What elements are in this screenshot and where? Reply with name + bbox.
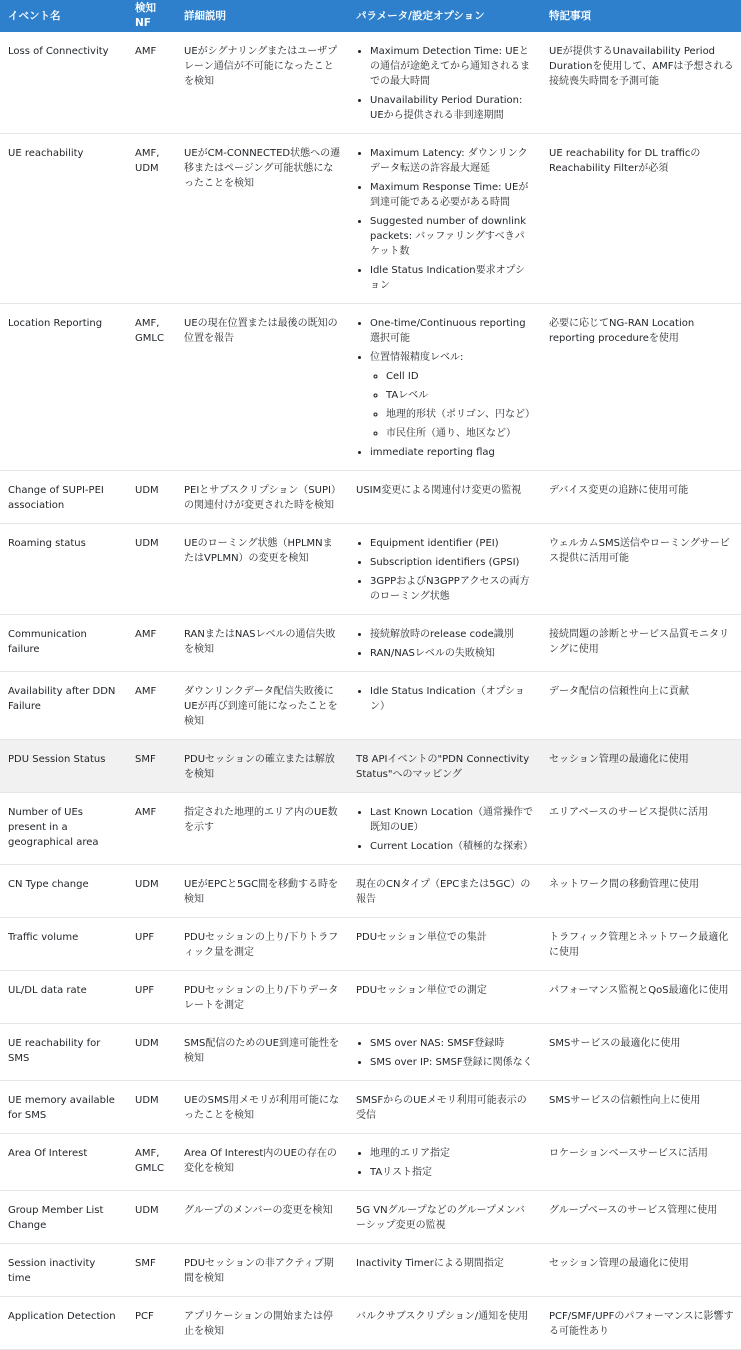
detection-nf-cell: AMF [127,615,176,672]
notes-cell: セッション管理の最適化に使用 [541,740,741,793]
parameter-text: Subscription identifiers (GPSI) [370,557,520,568]
parameters-cell [348,793,541,865]
description-cell: UEがEPCと5GC間を移動する時を検知 [176,865,348,918]
detection-nf-cell: PCF [127,1297,176,1350]
parameter-item [370,555,534,570]
parameter-item [370,445,534,460]
notes-cell: セッション管理の最適化に使用 [541,1244,741,1297]
parameter-text: Unavailability Period Duration: UEから提供される非到達期間 [370,95,523,121]
notes-cell: ウェルカムSMS送信やローミングサービス提供に活用可能 [541,524,741,615]
description-cell: UEのローミング状態（HPLMNまたはVPLMN）の変更を検知 [176,524,348,615]
parameter-list [356,316,534,460]
parameter-item [370,805,534,835]
notes-cell: UEが提供するUnavailability Period Durationを使用して、AMFは予想される接続喪失時間を予測可能 [541,32,741,134]
parameter-item [370,1036,534,1051]
description-cell: UEのSMS用メモリが利用可能になったことを検知 [176,1081,348,1134]
parameters-cell [348,32,541,134]
parameter-list [356,805,534,854]
table-header [0,0,741,32]
header-row [0,0,741,32]
detection-nf-cell: UDM [127,1191,176,1244]
parameter-item [370,263,534,293]
parameter-item [370,44,534,89]
parameter-text: 位置情報精度レベル: [370,352,464,363]
description-cell: SMS配信のためのUE到達可能性を検知 [176,1024,348,1081]
description-cell: PDUセッションの上り/下りトラフィック量を測定 [176,918,348,971]
event-name-cell: Number of UEs present in a geographical area [0,793,127,865]
parameter-text: 3GPPおよびN3GPPアクセスの両方のローミング状態 [370,576,530,602]
sub-parameter-item: ◦ Cell ID [386,369,534,384]
parameter-list [356,44,534,123]
parameter-text: SMS over IP: SMSF登録に関係なく [370,1057,533,1068]
event-name-cell: Group Member List Change [0,1191,127,1244]
description-cell: RANまたはNASレベルの通信失敗を検知 [176,615,348,672]
parameter-list [356,1146,534,1180]
table-row [0,672,741,740]
notes-cell: ロケーションベースサービスに活用 [541,1134,741,1191]
parameter-text: Suggested number of downlink packets: バッファリングすべきパケット数 [370,216,527,257]
parameter-text: SMS over NAS: SMSF登録時 [370,1038,505,1049]
event-name-cell: Session inactivity time [0,1244,127,1297]
parameters-cell [348,672,541,740]
table-row [0,1191,741,1244]
detection-nf-cell: UDM [127,865,176,918]
parameter-item [370,536,534,551]
detection-nf-cell: AMF, GMLC [127,304,176,471]
notes-cell: トラフィック管理とネットワーク最適化に使用 [541,918,741,971]
parameter-text: Equipment identifier (PEI) [370,538,499,549]
description-cell: PDUセッションの非アクティブ期間を検知 [176,1244,348,1297]
parameters-cell: 5G VNグループなどのグループメンバーシップ変更の監視 [348,1191,541,1244]
parameter-item [370,316,534,346]
parameter-text: Idle Status Indication要求オプション [370,265,525,291]
parameter-text: 地理的エリア指定 [370,1148,450,1159]
parameter-item [370,1055,534,1070]
detection-nf-cell: UDM [127,524,176,615]
event-name-cell: UE reachability for SMS [0,1024,127,1081]
notes-cell: SMSサービスの最適化に使用 [541,1024,741,1081]
detection-nf-cell: AMF [127,672,176,740]
table-row [0,793,741,865]
notes-cell: 必要に応じてNG-RAN Location reporting procedureを使用 [541,304,741,471]
parameter-item [370,627,534,642]
parameter-item [370,1165,534,1180]
description-cell: PEIとサブスクリプション（SUPI）の関連付けが変更された時を検知 [176,471,348,524]
sub-parameter-item: ◦ 地理的形状（ポリゴン、円など） [386,407,534,422]
parameter-item [370,839,534,854]
description-cell: UEの現在位置または最後の既知の位置を報告 [176,304,348,471]
parameter-text: immediate reporting flag [370,447,495,458]
event-name-cell: CN Type change [0,865,127,918]
notes-cell: PCF/SMF/UPFのパフォーマンスに影響する可能性あり [541,1297,741,1350]
parameter-item [370,214,534,259]
event-name-cell: Application Detection [0,1297,127,1350]
parameter-text: Idle Status Indication（オプション） [370,686,525,712]
detection-nf-cell: UDM [127,471,176,524]
parameter-text: One-time/Continuous reporting選択可能 [370,318,526,344]
description-cell: PDUセッションの確立または解放を検知 [176,740,348,793]
description-cell: ダウンリンクデータ配信失敗後にUEが再び到達可能になったことを検知 [176,672,348,740]
event-name-cell: Availability after DDN Failure [0,672,127,740]
table-row [0,524,741,615]
parameter-text: Last Known Location（通常操作で既知のUE） [370,807,534,833]
header-notes: 特記事項 [541,0,741,32]
parameter-text: TAリスト指定 [370,1167,432,1178]
event-name-cell: Roaming status [0,524,127,615]
detection-nf-cell: UDM [127,1081,176,1134]
event-name-cell: Change of SUPI-PEI association [0,471,127,524]
parameters-cell: 現在のCNタイプ（EPCまたは5GC）の報告 [348,865,541,918]
detection-nf-cell: AMF [127,32,176,134]
table-row [0,134,741,304]
table-row [0,865,741,918]
table-row [0,1244,741,1297]
parameters-cell: SMSFからのUEメモリ利用可能表示の受信 [348,1081,541,1134]
description-cell: グループのメンバーの変更を検知 [176,1191,348,1244]
parameters-cell [348,304,541,471]
event-name-cell: UL/DL data rate [0,971,127,1024]
parameters-cell: USIM変更による関連付け変更の監視 [348,471,541,524]
parameters-cell [348,615,541,672]
table-row [0,740,741,793]
table-row [0,615,741,672]
notes-cell: デバイス変更の追跡に使用可能 [541,471,741,524]
parameter-item [370,350,534,441]
detection-nf-cell: UPF [127,918,176,971]
notes-cell: ネットワーク間の移動管理に使用 [541,865,741,918]
event-name-cell: PDU Session Status [0,740,127,793]
parameters-cell: PDUセッション単位での測定 [348,971,541,1024]
parameter-item [370,180,534,210]
detection-nf-cell: UPF [127,971,176,1024]
parameter-text: Current Location（積極的な探索） [370,841,534,852]
table-row [0,32,741,134]
parameters-cell: バルクサブスクリプション/通知を使用 [348,1297,541,1350]
notes-cell: SMSサービスの信頼性向上に使用 [541,1081,741,1134]
event-name-cell: Communication failure [0,615,127,672]
parameters-cell: PDUセッション単位での集計 [348,918,541,971]
parameter-text: 接続解放時のrelease code識別 [370,629,514,640]
event-name-cell: UE reachability [0,134,127,304]
table-row [0,918,741,971]
description-cell: UEがCM-CONNECTED状態への遷移またはページング可能状態になったことを検知 [176,134,348,304]
parameter-item [370,684,534,714]
event-name-cell: UE memory available for SMS [0,1081,127,1134]
detection-nf-cell: AMF, GMLC [127,1134,176,1191]
event-name-cell: Location Reporting [0,304,127,471]
notes-cell: データ配信の信頼性向上に貢献 [541,672,741,740]
detection-nf-cell: AMF [127,793,176,865]
sub-parameter-item: ◦ 市民住所（通り、地区など） [386,426,534,441]
parameter-text: Maximum Response Time: UEが到達可能である必要がある時間 [370,182,529,208]
parameter-item [370,146,534,176]
event-name-cell: Traffic volume [0,918,127,971]
parameter-text: Maximum Latency: ダウンリンクデータ転送の許容最大遅延 [370,148,528,174]
parameter-text: RAN/NASレベルの失敗検知 [370,648,495,659]
table-row [0,304,741,471]
parameter-item [370,1146,534,1161]
parameter-list [356,684,534,714]
parameters-cell [348,134,541,304]
table-row [0,971,741,1024]
event-name-cell: Area Of Interest [0,1134,127,1191]
parameter-list [356,536,534,604]
detection-nf-cell: SMF [127,1244,176,1297]
sub-parameter-list [370,369,534,441]
parameter-list [356,146,534,293]
parameter-list [356,627,534,661]
description-cell: アプリケーションの開始または停止を検知 [176,1297,348,1350]
parameters-cell: Inactivity Timerによる期間指定 [348,1244,541,1297]
header-description: 詳細説明 [176,0,348,32]
table-body [0,32,741,1350]
parameters-cell [348,1134,541,1191]
description-cell: UEがシグナリングまたはユーザプレーン通信が不可能になったことを検知 [176,32,348,134]
notes-cell: 接続問題の診断とサービス品質モニタリングに使用 [541,615,741,672]
header-parameters: パラメータ/設定オプション [348,0,541,32]
sub-parameter-item: ◦ TAレベル [386,388,534,403]
table-row [0,1297,741,1350]
table-row [0,1081,741,1134]
parameter-item [370,574,534,604]
table-row [0,471,741,524]
event-name-cell: Loss of Connectivity [0,32,127,134]
notes-cell: パフォーマンス監視とQoS最適化に使用 [541,971,741,1024]
parameter-item [370,646,534,661]
detection-nf-cell: UDM [127,1024,176,1081]
parameter-text: Maximum Detection Time: UEとの通信が途絶えてから通知されるまでの最大時間 [370,46,530,87]
description-cell: Area Of Interest内のUEの存在の変化を検知 [176,1134,348,1191]
description-cell: PDUセッションの上り/下りデータレートを測定 [176,971,348,1024]
parameter-item [370,93,534,123]
parameters-cell: T8 APIイベントの"PDN Connectivity Status"へのマッピング [348,740,541,793]
detection-nf-cell: AMF, UDM [127,134,176,304]
header-detection-nf: 検知NF [127,0,176,32]
notes-cell: UE reachability for DL trafficのReachability Filterが必須 [541,134,741,304]
table-row [0,1134,741,1191]
table-row [0,1024,741,1081]
parameters-cell [348,1024,541,1081]
description-cell: 指定された地理的エリア内のUE数を示す [176,793,348,865]
notes-cell: グループベースのサービス管理に使用 [541,1191,741,1244]
parameters-cell [348,524,541,615]
detection-nf-cell: SMF [127,740,176,793]
header-event-name: イベント名 [0,0,127,32]
notes-cell: エリアベースのサービス提供に活用 [541,793,741,865]
parameter-list [356,1036,534,1070]
